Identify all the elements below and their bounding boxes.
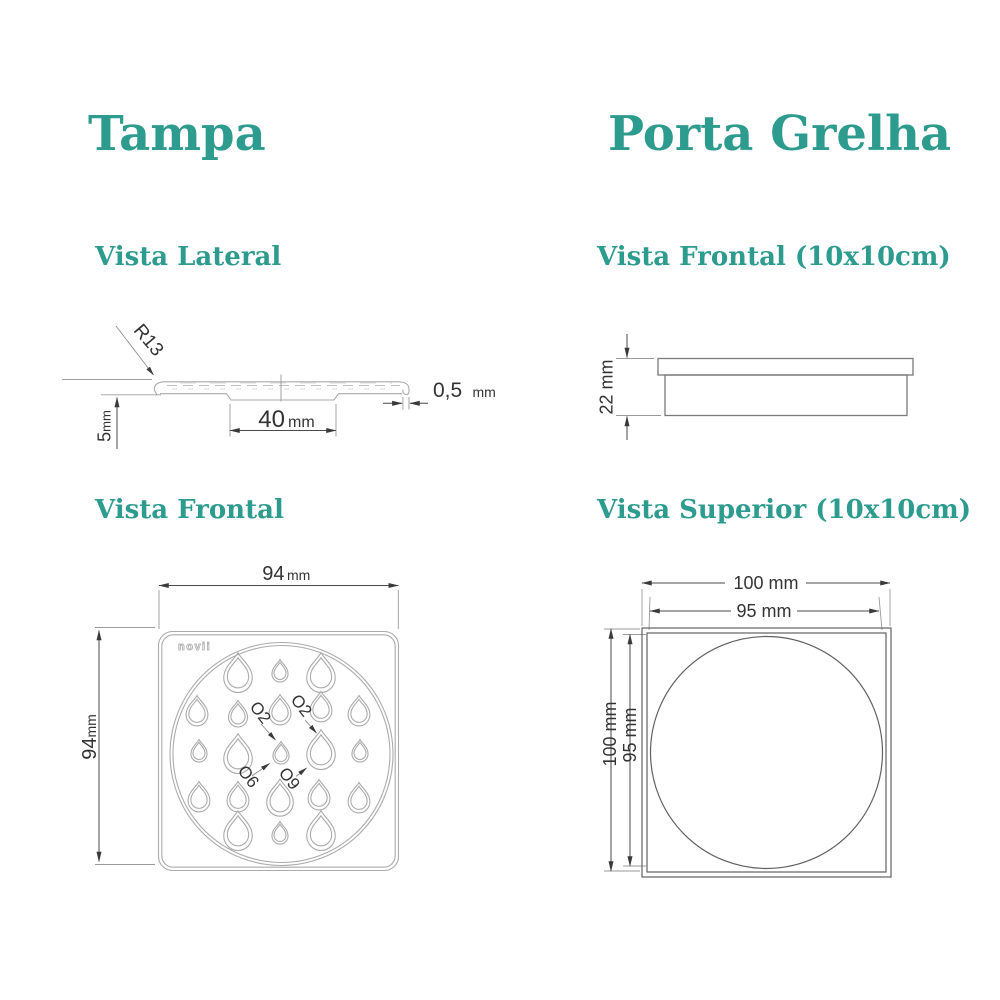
droplet-pattern [186,653,370,851]
dimension-label-outer-width: 100 mm [733,573,799,593]
dimension-value: 5 [94,431,115,442]
droplet [224,653,253,693]
dimension-unit: mm [287,567,311,583]
grille-holder-body [665,375,907,416]
droplet [308,779,330,809]
droplet [186,695,208,725]
droplet [307,730,336,770]
drawing-tampa-frontal [79,563,399,871]
dimension-value: 94 [262,563,285,585]
droplet [307,653,336,693]
dimension-value: 94 [79,737,101,760]
droplet [307,811,336,851]
droplet [348,782,370,812]
dimension-label-height [79,714,101,760]
droplet [188,781,210,811]
hole-diameter-label: O2 [286,690,316,721]
frame-outline-outer [642,628,891,877]
dimension-label-inner-height: 95 mm [620,707,640,763]
hole-diameter-label: O9 [274,763,304,794]
dimension-label-radius: R13 [128,320,168,361]
droplet [272,822,288,845]
leader-line [261,724,276,740]
droplet [352,740,368,763]
droplet [229,701,248,728]
extension-line [879,597,882,630]
droplet [348,695,370,725]
droplet [272,660,288,683]
dimension-unit: mm [472,384,496,400]
hole-diameter-label: O2 [245,697,275,728]
page-title-tampa: Tampa [88,106,266,162]
drawing-tampa-lateral [62,320,496,449]
view-label-tampa-frontal: Vista Frontal [95,495,284,525]
cover-circle-inner [173,646,390,863]
grille-holder-flange [658,359,913,376]
frame-opening-circle [651,637,883,869]
dimension-label-outer-height: 100 mm [600,701,620,767]
dimension-value: 0,5 [433,379,463,402]
leader-line [305,720,317,733]
view-label-tampa-lateral: Vista Lateral [95,242,282,272]
drawing-porta-frontal [597,334,914,440]
brand-logo-text: novii [178,641,212,653]
page-title-porta-grelha: Porta Grelha [608,106,952,162]
droplet [273,742,289,765]
droplet [269,694,291,724]
extension-line [649,597,650,630]
dimension-unit: mm [83,714,99,738]
hole-diameter-label: O6 [233,761,263,792]
dimension-label-inner-width: 95 mm [736,601,792,621]
dimension-value: 40 [258,406,285,433]
cover-circle-outer [170,643,393,866]
droplet [191,740,207,763]
side-profile-top-outline [154,382,409,395]
drawing-porta-superior [600,573,891,877]
dimension-label-height [95,410,115,442]
dimension-unit: mm [98,410,114,432]
dimension-unit: mm [288,414,315,431]
cover-outline-outer [159,632,399,871]
view-label-porta-superior: Vista Superior (10x10cm) [597,495,972,525]
droplet [224,811,253,851]
frame-outline-inner [647,633,886,872]
dimension-label-height: 22 mm [596,359,617,415]
view-label-porta-frontal: Vista Frontal (10x10cm) [597,242,951,272]
